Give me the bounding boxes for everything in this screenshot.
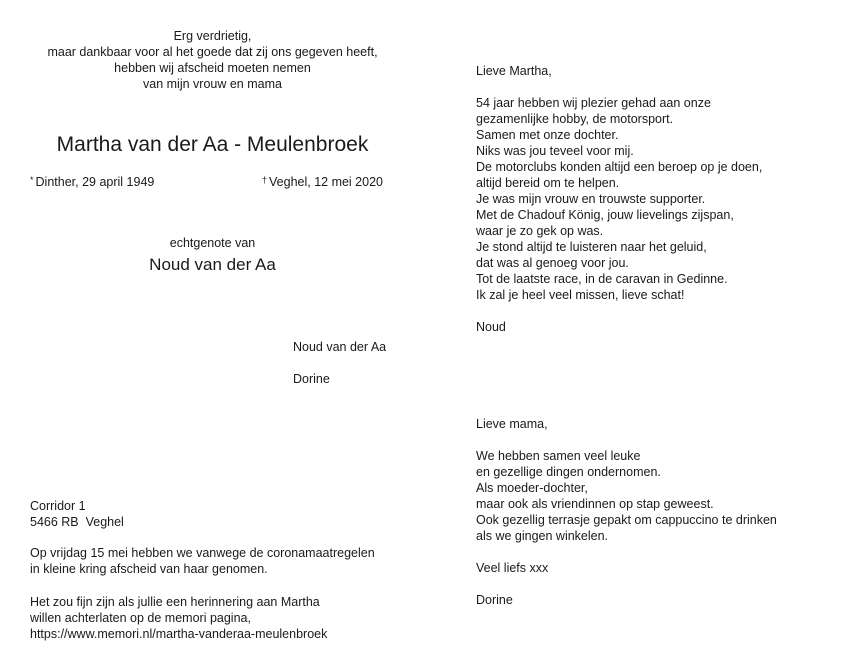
birth-star-icon: * (30, 175, 34, 185)
death-text: Veghel, 12 mei 2020 (269, 175, 383, 189)
address-line: 5466 RB Veghel (30, 515, 124, 529)
deceased-name: Martha van der Aa - Meulenbroek (56, 133, 369, 156)
address-line: Corridor 1 (30, 499, 86, 513)
letter-line: waar je zo gek op was. (476, 224, 604, 238)
intro-line: hebben wij afscheid moeten nemen (114, 61, 311, 75)
intro-line: van mijn vrouw en mama (143, 77, 282, 91)
death-cross-icon: † (262, 175, 268, 185)
letter-line: Ook gezellig terrasje gepakt om cappuccino te drinken (476, 513, 777, 527)
letter-line: We hebben samen veel leuke (476, 449, 641, 463)
letter-line: Tot de laatste race, in de caravan in Gedinne. (476, 272, 728, 286)
address (30, 498, 124, 530)
letter-line: Je stond altijd te luisteren naar het geluid, (476, 240, 707, 254)
letter-line: maar ook als vriendinnen op stap geweest. (476, 497, 714, 511)
birth-text: Dinther, 29 april 1949 (35, 175, 155, 189)
letter-to-martha (476, 63, 762, 335)
letter-line: gezamenlijke hobby, de motorsport. (476, 112, 674, 126)
letter-line: dat was al genoeg voor jou. (476, 256, 629, 270)
signers (293, 339, 386, 387)
letter-line: De motorclubs konden altijd een beroep op je doen, (476, 160, 763, 174)
funeral-notice (30, 545, 375, 577)
letter-line: Ik zal je heel veel missen, lieve schat! (476, 288, 685, 302)
letter-line: Als moeder-dochter, (476, 481, 588, 495)
letter-signature: Noud (476, 320, 506, 334)
intro-text (30, 28, 395, 92)
intro-line: maar dankbaar voor al het goede dat zij ons gegeven heeft, (47, 45, 378, 59)
spouse-name: Noud van der Aa (149, 255, 276, 274)
letter-signature: Dorine (476, 593, 513, 607)
letter-line: en gezellige dingen ondernomen. (476, 465, 661, 479)
memori-message (30, 594, 327, 642)
letter-line: Met de Chadouf König, jouw lievelings zijspan, (476, 208, 734, 222)
letter-closing: Veel liefs xxx (476, 561, 549, 575)
memori-url: https://www.memori.nl/martha-vanderaa-meulenbroek (30, 627, 328, 641)
letter-line: Niks was jou teveel voor mij. (476, 144, 634, 158)
letter-line: Samen met onze dochter. (476, 128, 619, 142)
notice-line: Op vrijdag 15 mei hebben we vanwege de coronamaatregelen (30, 546, 375, 560)
intro-line: Erg verdrietig, (173, 29, 252, 43)
signer: Noud van der Aa (293, 340, 387, 354)
letter-to-mama (476, 416, 777, 608)
letter-salutation: Lieve mama, (476, 417, 548, 431)
memori-line: willen achterlaten op de memori pagina, (30, 611, 251, 625)
signer: Dorine (293, 372, 330, 386)
death-info (262, 172, 383, 190)
letter-line: altijd bereid om te helpen. (476, 176, 620, 190)
spouse-label: echtgenote van (169, 236, 256, 250)
letter-salutation: Lieve Martha, (476, 64, 552, 78)
birth-info (30, 172, 154, 190)
letter-line: 54 jaar hebben wij plezier gehad aan onze (476, 96, 711, 110)
memori-line: Het zou fijn zijn als jullie een herinnering aan Martha (30, 595, 320, 609)
letter-line: als we gingen winkelen. (476, 529, 609, 543)
notice-line: in kleine kring afscheid van haar genomen. (30, 562, 268, 576)
letter-line: Je was mijn vrouw en trouwste supporter. (476, 192, 706, 206)
